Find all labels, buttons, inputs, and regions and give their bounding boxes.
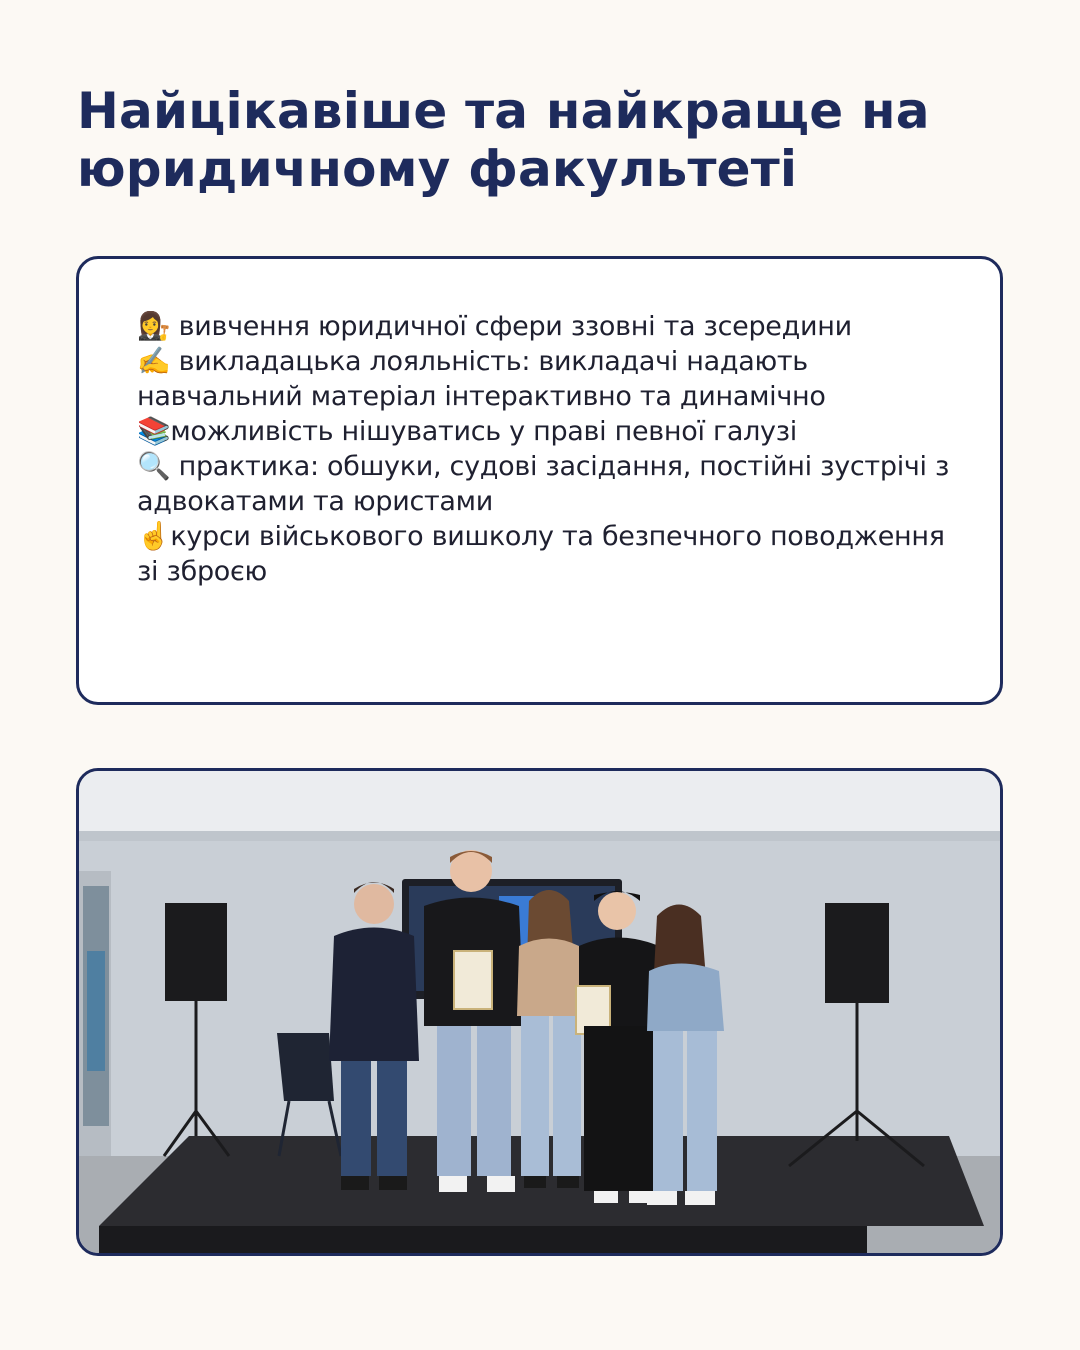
feature-item-military-courses: ☝️курси військового вишколу та безпечного поводження зі зброєю bbox=[137, 521, 945, 587]
feature-item-practice: 🔍 практика: обшуки, судові засідання, постійні зустрічі з адвокатами та юристами bbox=[137, 451, 950, 517]
feature-item-legal-sphere: 👩‍⚖️ вивчення юридичної сфери ззовні та зсередини bbox=[137, 311, 852, 342]
feature-item-teacher-loyalty: ✍️ викладацька лояльність: викладачі надають навчальний матеріал інтерактивно та динамічно bbox=[137, 346, 826, 412]
group-photo bbox=[76, 768, 1003, 1256]
page-title-line-2: юридичному факультеті bbox=[77, 140, 798, 198]
feature-item-niche-law: 📚можливість нішуватись у праві певної галузі bbox=[137, 416, 797, 447]
page-title bbox=[77, 82, 1017, 198]
page-title-line-1: Найцікавіше та найкраще на bbox=[77, 82, 930, 140]
features-card bbox=[76, 256, 1003, 705]
features-list bbox=[137, 309, 957, 589]
group-photo-illustration bbox=[79, 771, 1000, 1253]
